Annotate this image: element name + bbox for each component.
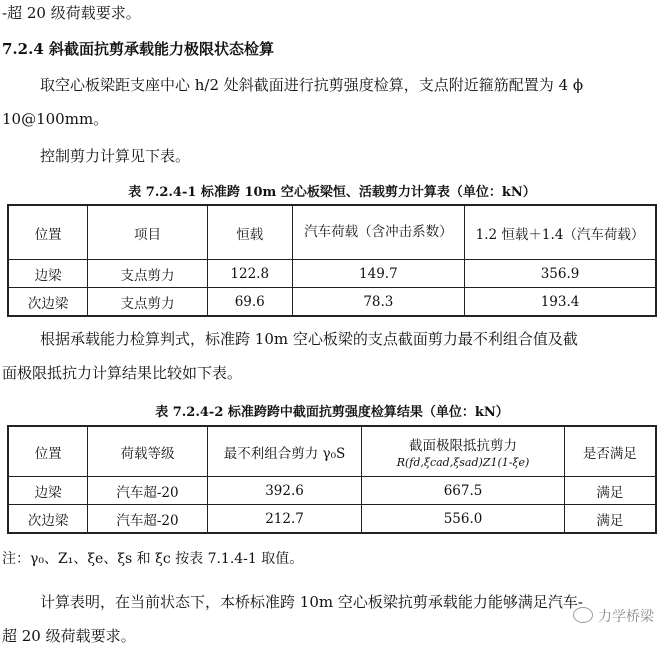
paragraph-3-line-2: 面极限抵抗力计算结果比较如下表。	[2, 364, 243, 382]
table-2-header-row	[8, 426, 656, 477]
table-cell: 667.5	[362, 477, 565, 505]
wechat-icon	[573, 607, 593, 623]
paragraph-4-line-2: 超 20 级荷载要求。	[2, 627, 136, 645]
table-row	[8, 477, 656, 505]
table-cell: 122.8	[207, 260, 292, 288]
table-cell: 边梁	[8, 260, 88, 288]
table-1-header-cell: 恒载	[207, 205, 292, 260]
table-cell: 212.7	[207, 505, 361, 534]
paragraph-2: 控制剪力计算见下表。	[40, 147, 191, 165]
table-cell: 392.6	[207, 477, 361, 505]
paragraph-3-line-1: 根据承载能力检算判式，标准跨 10m 空心板梁的支点截面剪力最不利组合值及截	[40, 330, 578, 348]
table-2-header-label: 截面极限抵抗剪力	[409, 438, 518, 454]
table-cell: 次边梁	[8, 505, 88, 534]
top-line: -超 20 级荷载要求。	[2, 4, 141, 22]
paragraph-1-line-1: 取空心板梁距支座中心 h/2 处斜截面进行抗剪强度检算，支点附近箍筋配置为 4 ϕ	[40, 76, 584, 94]
table-2-header-cell: 是否满足	[564, 426, 656, 477]
table-2-header-cell: 最不利组合剪力 γ₀S	[207, 426, 361, 477]
table-note: 注：γ₀、Z₁、ξe、ξs 和 ξc 按表 7.1.4-1 取值。	[2, 551, 304, 567]
table-1-header-cell: 汽车荷载（含冲击系数）	[292, 205, 464, 260]
table-2-header-cell-resistance	[362, 426, 565, 477]
table-cell: 556.0	[362, 505, 565, 534]
watermark-text: 力学桥梁	[598, 609, 654, 625]
table-cell: 69.6	[207, 288, 292, 317]
table-2-header-cell: 荷载等级	[88, 426, 208, 477]
table-cell: 边梁	[8, 477, 88, 505]
table-cell: 78.3	[292, 288, 464, 317]
table-cell: 193.4	[465, 288, 656, 317]
table-cell: 满足	[564, 477, 656, 505]
table-1-header-row	[8, 205, 656, 260]
table-1-header-cell: 1.2 恒载＋1.4（汽车荷载）	[465, 205, 656, 260]
section-heading: 7.2.4 斜截面抗剪承载能力极限状态检算	[2, 40, 274, 58]
table-cell: 支点剪力	[88, 288, 208, 317]
table-2-header-cell: 位置	[8, 426, 88, 477]
table-1	[7, 204, 657, 317]
table-1-header-cell: 项目	[88, 205, 208, 260]
table-row	[8, 288, 656, 317]
paragraph-1-line-2: 10@100mm。	[2, 110, 109, 128]
table-1-caption: 表 7.2.4-1 标准跨 10m 空心板梁恒、活载剪力计算表（单位：kN）	[128, 185, 536, 200]
table-row	[8, 505, 656, 534]
table-1-header-cell: 位置	[8, 205, 88, 260]
watermark	[573, 606, 654, 626]
table-2	[7, 425, 657, 534]
paragraph-4-line-1: 计算表明，在当前状态下，本桥标准跨 10m 空心板梁抗剪承载能力能够满足汽车-	[40, 593, 583, 611]
table-cell: 汽车超-20	[88, 477, 208, 505]
table-cell: 支点剪力	[88, 260, 208, 288]
table-2-caption: 表 7.2.4-2 标准跨跨中截面抗剪强度检算结果（单位：kN）	[155, 405, 509, 420]
table-cell: 汽车超-20	[88, 505, 208, 534]
table-cell: 356.9	[465, 260, 656, 288]
table-cell: 149.7	[292, 260, 464, 288]
table-row	[8, 260, 656, 288]
table-cell: 满足	[564, 505, 656, 534]
resistance-formula: R(fd,ξcad,ξsad)Z1(1-ξe)	[396, 456, 530, 469]
table-cell: 次边梁	[8, 288, 88, 317]
